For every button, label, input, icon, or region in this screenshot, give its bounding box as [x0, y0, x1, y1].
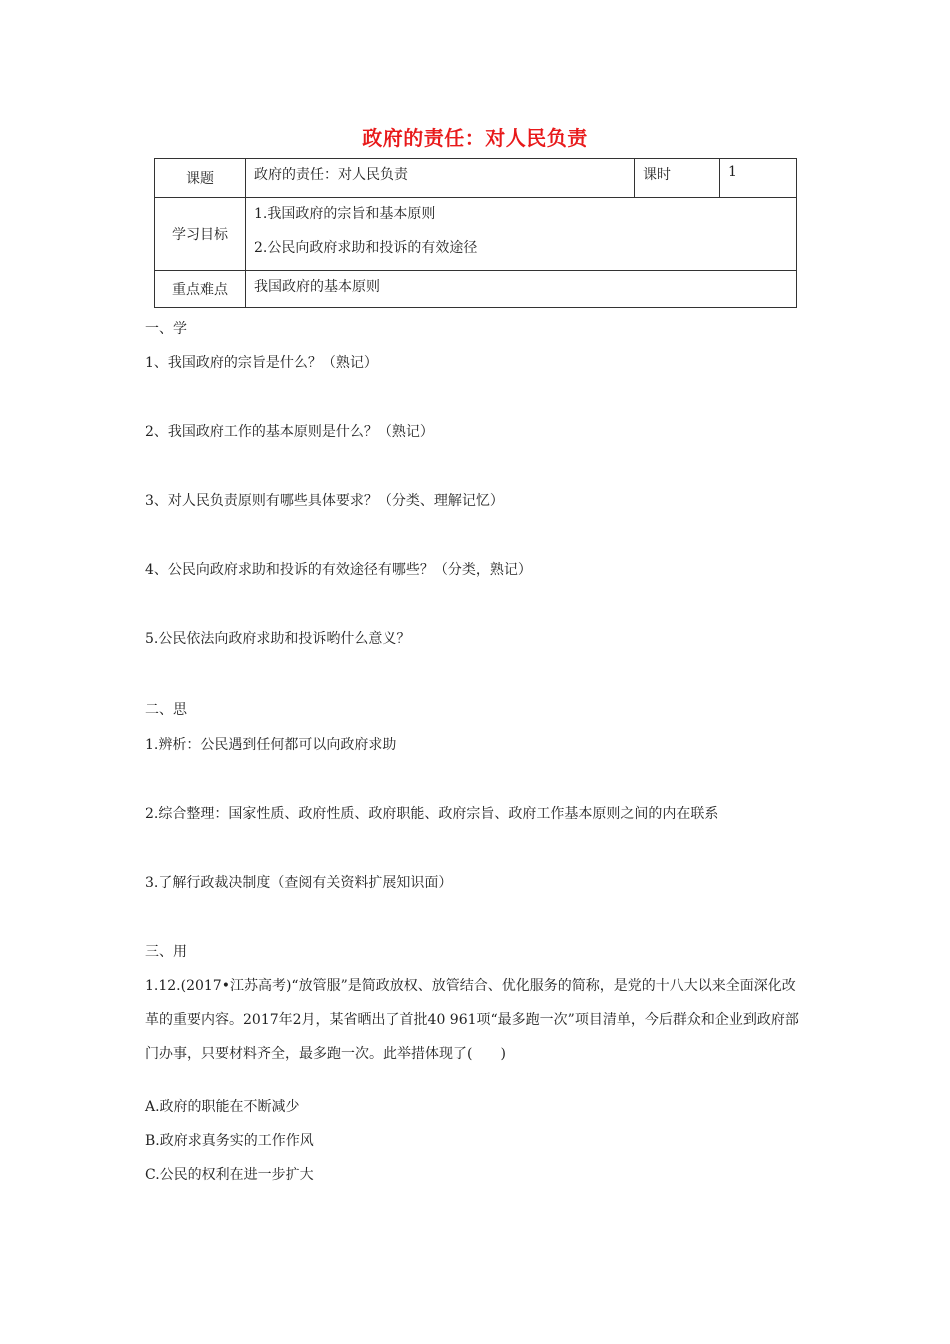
goal-item: 2.公民向政府求助和投诉的有效途径	[254, 240, 478, 256]
period-label: 课时	[635, 159, 720, 198]
topic-value: 政府的责任：对人民负责	[246, 159, 635, 198]
answer-option: A.政府的职能在不断减少	[145, 1099, 300, 1115]
question-item: 2、我国政府工作的基本原则是什么？（熟记）	[145, 424, 434, 440]
topic-label: 课题	[155, 159, 246, 198]
question-item: 1.辨析：公民遇到任何都可以向政府求助	[145, 737, 397, 753]
section-heading-learn: 一、学	[145, 321, 187, 337]
goals-value	[246, 198, 797, 271]
question-item: 2.综合整理：国家性质、政府性质、政府职能、政府宗旨、政府工作基本原则之间的内在联系	[145, 806, 719, 822]
table-row	[155, 271, 797, 308]
answer-option: B.政府求真务实的工作作风	[145, 1133, 314, 1149]
question-item: 4、公民向政府求助和投诉的有效途径有哪些？（分类，熟记）	[145, 562, 532, 578]
section-heading-think: 二、思	[145, 702, 187, 718]
section-heading-apply: 三、用	[145, 944, 187, 960]
question-item: 3.了解行政裁决制度（查阅有关资料扩展知识面）	[145, 875, 453, 891]
answer-option: C.公民的权利在进一步扩大	[145, 1167, 314, 1183]
table-row	[155, 159, 797, 198]
key-points-value: 我国政府的基本原则	[246, 271, 797, 308]
question-item: 3、对人民负责原则有哪些具体要求？（分类、理解记忆）	[145, 493, 504, 509]
table-row	[155, 198, 797, 271]
question-item: 1、我国政府的宗旨是什么？（熟记）	[145, 355, 378, 371]
exam-question: 1.12.(2017•江苏高考)“放管服”是简政放权、放管结合、优化服务的简称，是党的十八大以来全面深化改革的重要内容。2017年2月，某省晒出了首批40 961项“最多跑一次”项目清单，今后群众和企业到政府部门办事，只要材料齐全，最多跑一次。此举措体现了( )	[145, 978, 799, 1062]
question-item: 5.公民依法向政府求助和投诉哟什么意义？	[145, 631, 411, 647]
key-points-label: 重点难点	[155, 271, 246, 308]
lesson-info-table	[154, 158, 797, 308]
goals-label: 学习目标	[155, 198, 246, 271]
document-title: 政府的责任：对人民负责	[362, 126, 588, 150]
period-value: 1	[720, 159, 797, 198]
goal-item: 1.我国政府的宗旨和基本原则	[254, 206, 436, 222]
